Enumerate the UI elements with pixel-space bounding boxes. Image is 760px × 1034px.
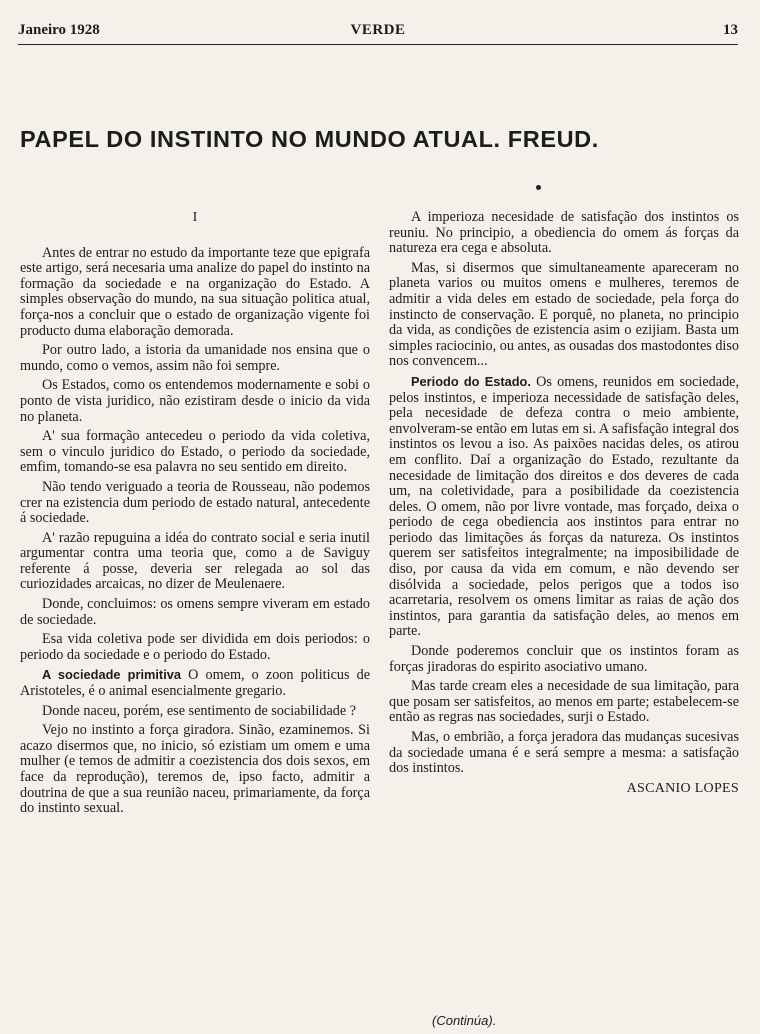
paragraph: Donde poderemos concluir que os instintos foram as forças jiradoras do espirito asociativo umano. bbox=[389, 643, 739, 675]
paragraph: Periodo do Estado. Os omens, reunidos em sociedade, pelos instintos, e imperioza necessidade de satisfação deles, pela necesidade de defeza contra o meio ambiente, envolveram-se então em lutas em si. A safisfação integral dos instintos os levou a iso. As paixões nacidas deles, os atirou em conflito. Daí a organização do Estado, rezultante da necesidade de limitação dos direitos e dos deveres de cada um, na coletividade, para a posibilidade da coezistencia deles. O omem, não por livre vontade, mas forçado, deixa o periodo de cega obediencia aos instintos para entrar no periodo das limitações ás forças da natureza. Os instintos querem ser satisfeitos integralmente; na imposibilidade de diso, por causa da vida em comum, e não devendo ser disólvida a sociedade, pelos perigos que a todos iso acarretaria, resolvem os omens limitar as raias de ação dos instintos, para garantia da satisfação deles, ao menos em parte. bbox=[389, 373, 740, 640]
paragraph: A sociedade primitiva O omem, o zoon politicus de Aristoteles, é o animal esencialmente gregario. bbox=[20, 667, 371, 700]
paragraph: A' sua formação antecedeu o periodo da vida coletiva, sem o vinculo juridico do Estado, o periodo da sociedade, emfim, tomando-se esa palavra no seu sentido em direito. bbox=[20, 428, 370, 476]
issue-date: Janeiro 1928 bbox=[18, 22, 100, 38]
paragraph: Por outro lado, a istoria da umanidade nos ensina que o mundo, como o vemos, assim não foi sempre. bbox=[20, 342, 370, 374]
author-signature: ASCANIO LOPES bbox=[626, 780, 739, 796]
paragraph: A' razão repuguina a idéa do contrato social e seria inutil argumentar contra uma teoria que, como a de Saviguy referente á posse, deveria ser relegada ao sol das curiozidades arcaicas, no dizer de Meulenaere. bbox=[20, 529, 370, 593]
paragraph: Mas, si disermos que simultaneamente apareceram no planeta varios ou muitos omens e mulheres, teremos de admitir a vida deles em estado de sociedade, pela força do instincto de conservação. E porquê, no planeta, no principio da vida, as condições de ezistencia asim o ezijiam. Basta um simples raciocinio, ou antes, as ousadas dos mastodontes diso nos convencem... bbox=[389, 259, 739, 370]
subheading-primitive-society: A sociedade primitiva bbox=[42, 667, 181, 683]
left-column bbox=[20, 210, 370, 821]
paragraph: Antes de entrar no estudo da importante teze que epigrafa este artigo, será necesaria uma analize do papel do instinto na formação da sociedade e na organização do Estado. A simples observação do mundo, na sua situação politica atual, força-nos a concluir que o estado de organização vigente foi producto duma elaboração demorada. bbox=[20, 244, 370, 339]
paragraph: Não tendo veriguado a teoria de Rousseau, não podemos crer na ezistencia dum periodo de estado natural, antecedente á sociedade. bbox=[20, 478, 370, 527]
running-header bbox=[18, 20, 738, 45]
paragraph: Os Estados, como os entendemos modernamente e sobi o ponto de vista juridico, não ezistiram desde o inicio da vida no planeta. bbox=[20, 377, 370, 425]
paragraph: Donde naceu, porém, ese sentimento de sociabilidade ? bbox=[42, 702, 356, 719]
paragraph: A imperioza necesidade de satisfação dos instintos os reuniu. No principio, a obediencia do omem ás forças da natureza era cega e absoluta. bbox=[389, 209, 739, 257]
section-numeral: I bbox=[192, 210, 198, 225]
subheading-state-period: Periodo do Estado. bbox=[411, 373, 531, 389]
article-title: PAPEL DO INSTINTO NO MUNDO ATUAL. FREUD. bbox=[20, 126, 599, 152]
paragraph: Vejo no instinto a força giradora. Sinão, ezaminemos. Si acazo disermos que, no inicio, só ezistiam um omem e uma mulher (e temos de admitir a coezistencia dos dois sexos, em face da reprodução), teremos de, ipso facto, admitir a doutrina de que a sua reunião naceu, primariamente, da força do instinto sexual. bbox=[20, 722, 370, 817]
magazine-name: VERDE bbox=[350, 22, 406, 38]
paragraph: Donde, concluimos: os omens sempre viveram em estado de sociedade. bbox=[20, 596, 370, 628]
right-column bbox=[389, 210, 739, 800]
page-number: 13 bbox=[723, 22, 738, 38]
paragraph: Mas tarde cream eles a necesidade de sua limitação, para que posam ser satisfeitos, ao menos em parte; estabelecem-se então as regras nas sociedades, surji o Estado. bbox=[389, 678, 739, 726]
continued-note: (Continúa). bbox=[432, 1013, 497, 1028]
paragraph: Mas, o embrião, a força jeradora das mudanças sucesivas da sociedade umana é e será sempre a mesma: a satisfação dos instintos. bbox=[389, 729, 739, 777]
paragraph: Esa vida coletiva pode ser dividida em dois periodos: o periodo da sociedade e o periodo do Estado. bbox=[20, 631, 370, 663]
separator-dot bbox=[536, 185, 541, 190]
